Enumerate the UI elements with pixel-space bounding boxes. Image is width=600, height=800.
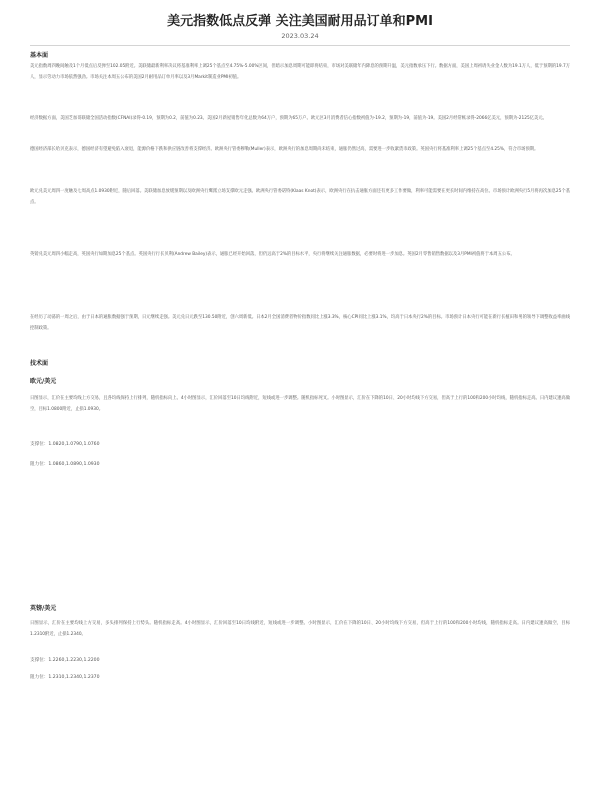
paragraph-2: 经济数据方面，美国芝加哥联储全国活动指数(CFNAI)录得-0.19，预期为0.2，前值为0.23。美国2月新屋销售年化总数为64万户，预期为65万户。欧元区3月消费者信心指数初值为-19.2，预期为-19，前值为-19。美国2月经常帐录得-2066亿美元，预期为-2125亿美元。 [30, 116, 547, 121]
paragraph-4: 欧元兑美元周四一度触及七周高点1.0930附近，随后回落。美联储加息放缓预期以及欧洲央行鹰派立场支撑欧元走强。欧洲央行管委诺特(Klaas Knot)表示，欧洲央行在抗击通胀方面还有更多工作要做，利率可能需要在更长时间内维持在高位。市场预计欧洲央行5月将再次加息25个基点。 [30, 189, 570, 205]
gbpusd-analysis: 日图显示，汇价在主要均线上方交易，多头排列保持上行势头。随机指标走高。4小时图显示，汇价回落至10日均线附近，短线或进一步调整。小时图显示，汇价在下降的10日、20小时均线下方交易，但高于上行的100和200小时均线，随机指标走高。日内建议逢高做空，目标1.2310附近，止损1.2340。 [30, 621, 570, 637]
paragraph-6: 在经历了动荡的一周之后，由于日本的通胀数据强于预期，日元继续走强。美元兑日元跌至130.50附近，创六周新低。日本2月全国消费者物价指数同比上涨3.3%，核心CPI同比上涨3.1%，均高于日本央行2%的目标。市场预计日本央行可能在新行长植田和男的领导下调整收益率曲线控制政策。 [30, 315, 570, 331]
paragraph-5: 英镑兑美元周四小幅走高，英国央行如期加息25个基点。英国央行行长贝利(Andrew Bailey)表示，通胀已经开始回落，但仍远高于2%的目标水平，央行将继续关注通胀数据，必要时将进一步加息。英国2月零售销售数据以及3月PMI初值将于本周五公布。 [30, 252, 515, 257]
page-title: 美元指数低点反弹 关注美国耐用品订单和PMI [167, 14, 433, 29]
section-fundamentals-heading: 基本面 [30, 52, 49, 59]
paragraph-3: 德国经济部长哈贝克表示，德国经济有望避免陷入衰退，能源价格下跌和供应链改善将支撑经济。欧洲央行管委穆勒(Muller)表示，欧洲央行的加息周期尚未结束，通胀仍然过高，需要进一步收紧货币政策。英国央行将基准利率上调25个基点至4.25%，符合市场预期。 [30, 147, 539, 152]
title-divider [30, 45, 570, 46]
eurusd-heading: 欧元/美元 [30, 378, 57, 385]
paragraph-1: 美元指数周四晚间触及1个月低点后反弹至102.05附近。美联储最新利率决议将基准利率上调25个基点至4.75%-5.00%区间，但暗示加息周期可能即将结束，市场对美联储年内降息的预期升温，美元指数承压下行。数据方面，美国上周初请失业金人数为19.1万人，低于预期的19.7万人，显示劳动力市场依然强劲。市场关注本周五公布的美国2月耐用品订单月率以及3月Markit制造业PMI初值。 [30, 64, 570, 80]
eurusd-support: 支撑位：1.0820,1.0790,1.0760 [30, 442, 100, 447]
eurusd-analysis: 日图显示，汇价在主要均线上方交易，且各均线保持上行排列，随机指标向上。4小时图显示，汇价回落至10日均线附近，短线或进一步调整。随机指标死叉。小时图显示，汇价在下降的10日、20小时均线下方交易，但高于上行的100和200小时均线，随机指标走高。日内建议逢高做空，目标1.0800附近，止损1.0930。 [30, 396, 570, 412]
eurusd-resistance: 阻力位：1.0860,1.0890,1.0930 [30, 462, 100, 467]
gbpusd-resistance: 阻力位：1.2310,1.2340,1.2370 [30, 675, 100, 680]
publish-date: 2023.03.24 [281, 32, 319, 40]
gbpusd-heading: 英镑/美元 [30, 605, 57, 612]
gbpusd-support: 支撑位：1.2260,1.2230,1.2200 [30, 658, 100, 663]
section-technical-heading: 技术面 [30, 360, 49, 367]
